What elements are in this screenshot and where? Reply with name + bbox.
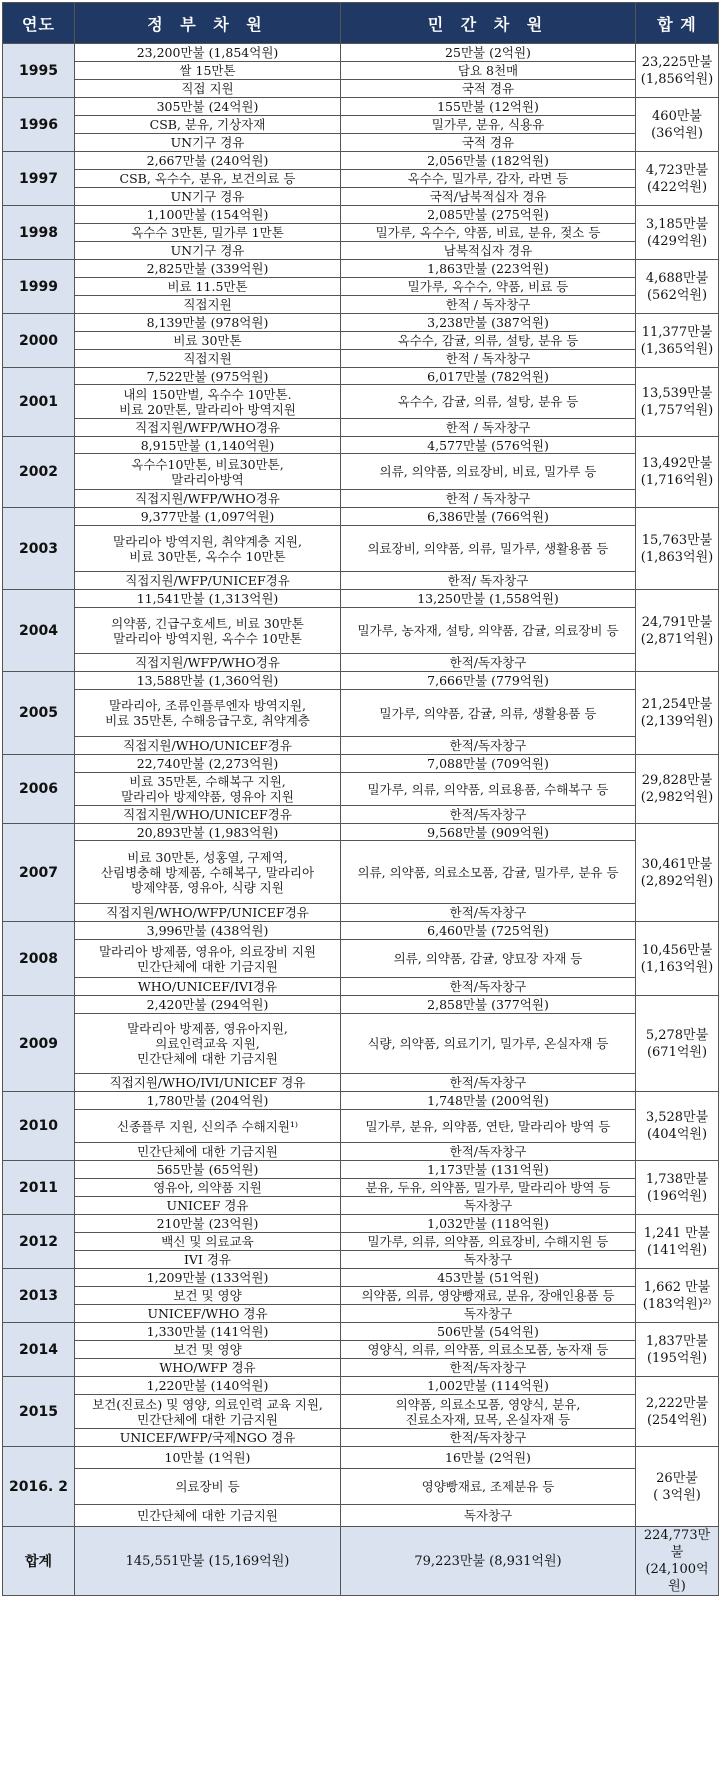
- gov-items-cell: 백신 및 의료교육: [75, 1233, 341, 1251]
- table-row: [3, 978, 719, 996]
- gov-items-cell: 비료 35만톤, 수해복구 지원, 말라리아 방제약품, 영유아 지원: [75, 773, 341, 806]
- priv-amount-cell: 9,568만불 (909억원): [341, 824, 636, 841]
- gov-amount-cell: 10만불 (1억원): [75, 1447, 341, 1469]
- year-cell: 1999: [3, 260, 75, 314]
- header-government: 정 부 차 원: [75, 3, 341, 44]
- priv-channel-cell: 한적/독자창구: [341, 737, 636, 755]
- priv-amount-cell: 453만불 (51억원): [341, 1269, 636, 1287]
- priv-amount-cell: 25만불 (2억원): [341, 44, 636, 62]
- year-cell: 2015: [3, 1377, 75, 1447]
- gov-amount-cell: 11,541만불 (1,313억원): [75, 590, 341, 608]
- priv-items-cell: 밀가루, 농자재, 설탕, 의약품, 감귤, 의료장비 등: [341, 608, 636, 654]
- grand-total-sum: 224,773만불 (24,100억원): [636, 1527, 719, 1596]
- gov-channel-cell: 직접지원: [75, 296, 341, 314]
- gov-items-cell: 옥수수10만톤, 비료30만톤, 말라리아방역: [75, 454, 341, 490]
- grand-total-label: 합계: [3, 1527, 75, 1596]
- gov-channel-cell: UN기구 경유: [75, 188, 341, 206]
- year-cell: 2000: [3, 314, 75, 368]
- header-year: 연도: [3, 3, 75, 44]
- table-row: [3, 437, 719, 454]
- table-row: [3, 904, 719, 922]
- priv-amount-cell: 155만불 (12억원): [341, 98, 636, 116]
- header-row: [3, 3, 719, 44]
- table-row: [3, 1197, 719, 1215]
- priv-channel-cell: 독자창구: [341, 1505, 636, 1527]
- priv-items-cell: 밀가루, 의류, 의약품, 의료용품, 수해복구 등: [341, 773, 636, 806]
- total-cell: 29,828만불 (2,982억원): [636, 755, 719, 824]
- priv-channel-cell: 한적 / 독자창구: [341, 419, 636, 437]
- table-row: [3, 690, 719, 737]
- gov-items-cell: 의약품, 긴급구호세트, 비료 30만톤 말라리아 방역지원, 옥수수 10만톤: [75, 608, 341, 654]
- priv-amount-cell: 506만불 (54억원): [341, 1323, 636, 1341]
- priv-channel-cell: 한적/독자창구: [341, 904, 636, 922]
- priv-channel-cell: 한적/독자창구: [341, 1429, 636, 1447]
- table-row: [3, 1269, 719, 1287]
- total-cell: 1,662 만불 (183억원)²⁾: [636, 1269, 719, 1323]
- total-cell: 460만불 (36억원): [636, 98, 719, 152]
- gov-channel-cell: 직접지원/WFP/WHO경유: [75, 419, 341, 437]
- gov-amount-cell: 13,588만불 (1,360억원): [75, 672, 341, 690]
- table-row: [3, 1469, 719, 1505]
- priv-items-cell: 밀가루, 의약품, 감귤, 의류, 생활용품 등: [341, 690, 636, 737]
- table-row: [3, 1179, 719, 1197]
- total-cell: 2,222만불 (254억원): [636, 1377, 719, 1447]
- gov-amount-cell: 305만불 (24억원): [75, 98, 341, 116]
- gov-amount-cell: 2,420만불 (294억원): [75, 996, 341, 1014]
- gov-items-cell: 보건 및 영양: [75, 1287, 341, 1305]
- gov-amount-cell: 1,100만불 (154억원): [75, 206, 341, 224]
- priv-channel-cell: 한적/독자창구: [341, 978, 636, 996]
- gov-amount-cell: 20,893만불 (1,983억원): [75, 824, 341, 841]
- priv-items-cell: 밀가루, 의류, 의약품, 의료장비, 수해지원 등: [341, 1233, 636, 1251]
- table-row: [3, 526, 719, 572]
- priv-items-cell: 의약품, 의류, 영양빵재료, 분유, 장애인용품 등: [341, 1287, 636, 1305]
- year-cell: 1995: [3, 44, 75, 98]
- priv-items-cell: 밀가루, 분유, 식용유: [341, 116, 636, 134]
- gov-channel-cell: IVI 경유: [75, 1251, 341, 1269]
- total-cell: 15,763만불 (1,863억원): [636, 508, 719, 590]
- gov-items-cell: 영유아, 의약품 지원: [75, 1179, 341, 1197]
- gov-items-cell: CSB, 옥수수, 분유, 보건의료 등: [75, 170, 341, 188]
- year-cell: 1996: [3, 98, 75, 152]
- table-row: [3, 152, 719, 170]
- table-row: [3, 419, 719, 437]
- total-cell: 1,241 만불 (141억원): [636, 1215, 719, 1269]
- year-cell: 2006: [3, 755, 75, 824]
- priv-amount-cell: 3,238만불 (387억원): [341, 314, 636, 332]
- total-cell: 26만불 ( 3억원): [636, 1447, 719, 1527]
- priv-items-cell: 밀가루, 옥수수, 약품, 비료, 분유, 젖소 등: [341, 224, 636, 242]
- year-cell: 2003: [3, 508, 75, 590]
- grand-total-row: [3, 1527, 719, 1596]
- priv-amount-cell: 13,250만불 (1,558억원): [341, 590, 636, 608]
- gov-channel-cell: 직접지원/WHO/IVI/UNICEF 경유: [75, 1074, 341, 1092]
- gov-items-cell: 보건(진료소) 및 영양, 의료인력 교육 지원, 민간단체에 대한 기금지원: [75, 1395, 341, 1429]
- year-cell: 2011: [3, 1161, 75, 1215]
- table-row: [3, 490, 719, 508]
- header-total: 합 계: [636, 3, 719, 44]
- year-cell: 2010: [3, 1092, 75, 1161]
- gov-amount-cell: 2,825만불 (339억원): [75, 260, 341, 278]
- priv-amount-cell: 7,666만불 (779억원): [341, 672, 636, 690]
- table-row: [3, 44, 719, 62]
- table-row: [3, 98, 719, 116]
- table-row: [3, 224, 719, 242]
- gov-amount-cell: 9,377만불 (1,097억원): [75, 508, 341, 526]
- gov-items-cell: 말라리아 방제품, 영유아, 의료장비 지원 민간단체에 대한 기금지원: [75, 940, 341, 978]
- priv-items-cell: 옥수수, 감귤, 의류, 설탕, 분유 등: [341, 332, 636, 350]
- priv-channel-cell: 국적/남북적십자 경유: [341, 188, 636, 206]
- table-row: [3, 773, 719, 806]
- table-row: [3, 242, 719, 260]
- total-cell: 11,377만불 (1,365억원): [636, 314, 719, 368]
- priv-amount-cell: 6,460만불 (725억원): [341, 922, 636, 940]
- total-cell: 23,225만불 (1,856억원): [636, 44, 719, 98]
- gov-amount-cell: 8,915만불 (1,140억원): [75, 437, 341, 454]
- table-row: [3, 62, 719, 80]
- priv-items-cell: 옥수수, 감귤, 의류, 설탕, 분유 등: [341, 385, 636, 419]
- table-row: [3, 572, 719, 590]
- total-cell: 13,492만불 (1,716억원): [636, 437, 719, 508]
- priv-items-cell: 옥수수, 밀가루, 감자, 라면 등: [341, 170, 636, 188]
- gov-amount-cell: 7,522만불 (975억원): [75, 368, 341, 385]
- priv-amount-cell: 2,056만불 (182억원): [341, 152, 636, 170]
- gov-channel-cell: WHO/WFP 경유: [75, 1359, 341, 1377]
- table-row: [3, 1143, 719, 1161]
- table-row: [3, 1161, 719, 1179]
- table-row: [3, 1359, 719, 1377]
- table-row: [3, 1305, 719, 1323]
- gov-amount-cell: 8,139만불 (978억원): [75, 314, 341, 332]
- gov-channel-cell: UN기구 경유: [75, 242, 341, 260]
- table-row: [3, 278, 719, 296]
- year-cell: 2013: [3, 1269, 75, 1323]
- priv-items-cell: 밀가루, 옥수수, 약품, 비료 등: [341, 278, 636, 296]
- priv-items-cell: 의류, 의약품, 감귤, 양묘장 자재 등: [341, 940, 636, 978]
- priv-amount-cell: 2,085만불 (275억원): [341, 206, 636, 224]
- gov-items-cell: 옥수수 3만톤, 밀가루 1만톤: [75, 224, 341, 242]
- total-cell: 10,456만불 (1,163억원): [636, 922, 719, 996]
- table-body: [3, 44, 719, 1596]
- table-row: [3, 1215, 719, 1233]
- priv-items-cell: 영양식, 의류, 의약품, 의료소모품, 농자재 등: [341, 1341, 636, 1359]
- aid-table: [2, 2, 719, 1596]
- year-cell: 1998: [3, 206, 75, 260]
- header-private: 민 간 차 원: [341, 3, 636, 44]
- grand-total-private: 79,223만불 (8,931억원): [341, 1527, 636, 1596]
- table-row: [3, 806, 719, 824]
- table-row: [3, 350, 719, 368]
- table-row: [3, 755, 719, 773]
- priv-amount-cell: 1,002만불 (114억원): [341, 1377, 636, 1395]
- priv-items-cell: 담요 8천매: [341, 62, 636, 80]
- gov-items-cell: 비료 30만톤, 성홍열, 구제역, 산림병충해 방제품, 수해복구, 말라리아 방제약품, 영유아, 식량 지원: [75, 841, 341, 904]
- priv-amount-cell: 7,088만불 (709억원): [341, 755, 636, 773]
- table-row: [3, 590, 719, 608]
- gov-amount-cell: 2,667만불 (240억원): [75, 152, 341, 170]
- year-cell: 2004: [3, 590, 75, 672]
- table-row: [3, 116, 719, 134]
- total-cell: 21,254만불 (2,139억원): [636, 672, 719, 755]
- table-row: [3, 1014, 719, 1074]
- gov-channel-cell: 직접지원/WHO/UNICEF경유: [75, 806, 341, 824]
- year-cell: 2002: [3, 437, 75, 508]
- gov-items-cell: 보건 및 영양: [75, 1341, 341, 1359]
- gov-channel-cell: UNICEF 경유: [75, 1197, 341, 1215]
- gov-amount-cell: 1,780만불 (204억원): [75, 1092, 341, 1110]
- priv-amount-cell: 1,173만불 (131억원): [341, 1161, 636, 1179]
- gov-channel-cell: 직접 지원: [75, 80, 341, 98]
- year-cell: 2012: [3, 1215, 75, 1269]
- priv-items-cell: 의류, 의약품, 의료장비, 비료, 밀가루 등: [341, 454, 636, 490]
- total-cell: 13,539만불 (1,757억원): [636, 368, 719, 437]
- table-row: [3, 1505, 719, 1527]
- priv-channel-cell: 국적 경유: [341, 80, 636, 98]
- total-cell: 4,723만불 (422억원): [636, 152, 719, 206]
- year-cell: 2001: [3, 368, 75, 437]
- table-row: [3, 1110, 719, 1143]
- gov-amount-cell: 1,330만불 (141억원): [75, 1323, 341, 1341]
- table-row: [3, 1251, 719, 1269]
- gov-channel-cell: 직접지원/WFP/WHO경유: [75, 490, 341, 508]
- priv-channel-cell: 한적 / 독자창구: [341, 350, 636, 368]
- gov-channel-cell: 직접지원/WFP/UNICEF경유: [75, 572, 341, 590]
- priv-amount-cell: 2,858만불 (377억원): [341, 996, 636, 1014]
- gov-channel-cell: 민간단체에 대한 기금지원: [75, 1143, 341, 1161]
- gov-items-cell: 비료 11.5만톤: [75, 278, 341, 296]
- grand-total-government: 145,551만불 (15,169억원): [75, 1527, 341, 1596]
- priv-amount-cell: 6,386만불 (766억원): [341, 508, 636, 526]
- priv-amount-cell: 1,748만불 (200억원): [341, 1092, 636, 1110]
- gov-items-cell: 말라리아, 조류인플루엔자 방역지원, 비료 35만톤, 수해응급구호, 취약계층: [75, 690, 341, 737]
- gov-items-cell: 신종플루 지원, 신의주 수해지원¹⁾: [75, 1110, 341, 1143]
- table-row: [3, 1233, 719, 1251]
- table-row: [3, 940, 719, 978]
- gov-amount-cell: 23,200만불 (1,854억원): [75, 44, 341, 62]
- table-row: [3, 672, 719, 690]
- table-row: [3, 824, 719, 841]
- priv-channel-cell: 남북적십자 경유: [341, 242, 636, 260]
- table-row: [3, 1092, 719, 1110]
- gov-channel-cell: UNICEF/WFP/국제NGO 경유: [75, 1429, 341, 1447]
- total-cell: 4,688만불 (562억원): [636, 260, 719, 314]
- table-row: [3, 1323, 719, 1341]
- gov-amount-cell: 210만불 (23억원): [75, 1215, 341, 1233]
- table-row: [3, 841, 719, 904]
- priv-amount-cell: 4,577만불 (576억원): [341, 437, 636, 454]
- gov-items-cell: 비료 30만톤: [75, 332, 341, 350]
- total-cell: 24,791만불 (2,871억원): [636, 590, 719, 672]
- table-row: [3, 1341, 719, 1359]
- priv-items-cell: 식량, 의약품, 의료기기, 밀가루, 온실자재 등: [341, 1014, 636, 1074]
- priv-items-cell: 밀가루, 분유, 의약품, 연탄, 말라리아 방역 등: [341, 1110, 636, 1143]
- total-cell: 1,837만불 (195억원): [636, 1323, 719, 1377]
- gov-items-cell: 의료장비 등: [75, 1469, 341, 1505]
- table-row: [3, 385, 719, 419]
- table-row: [3, 134, 719, 152]
- total-cell: 3,185만불 (429억원): [636, 206, 719, 260]
- priv-items-cell: 영양빵재료, 조제분유 등: [341, 1469, 636, 1505]
- priv-channel-cell: 한적 / 독자창구: [341, 490, 636, 508]
- year-cell: 2014: [3, 1323, 75, 1377]
- year-cell: 2008: [3, 922, 75, 996]
- year-cell: 2007: [3, 824, 75, 922]
- table-row: [3, 1287, 719, 1305]
- priv-items-cell: 의약품, 의료소모품, 영양식, 분유, 진료소자재, 묘목, 온실자재 등: [341, 1395, 636, 1429]
- table-row: [3, 1377, 719, 1395]
- table-row: [3, 332, 719, 350]
- year-cell: 2005: [3, 672, 75, 755]
- table-row: [3, 1447, 719, 1469]
- total-cell: 30,461만불 (2,892억원): [636, 824, 719, 922]
- priv-channel-cell: 한적/독자창구: [341, 1074, 636, 1092]
- table-row: [3, 508, 719, 526]
- table-row: [3, 922, 719, 940]
- priv-amount-cell: 6,017만불 (782억원): [341, 368, 636, 385]
- gov-channel-cell: 직접지원/WFP/WHO경유: [75, 654, 341, 672]
- table-row: [3, 314, 719, 332]
- priv-amount-cell: 1,863만불 (223억원): [341, 260, 636, 278]
- gov-amount-cell: 3,996만불 (438억원): [75, 922, 341, 940]
- priv-channel-cell: 독자창구: [341, 1197, 636, 1215]
- priv-channel-cell: 한적/독자창구: [341, 1143, 636, 1161]
- gov-channel-cell: 직접지원/WHO/WFP/UNICEF경유: [75, 904, 341, 922]
- gov-amount-cell: 1,209만불 (133억원): [75, 1269, 341, 1287]
- gov-channel-cell: UNICEF/WHO 경유: [75, 1305, 341, 1323]
- gov-channel-cell: 직접지원/WHO/UNICEF경유: [75, 737, 341, 755]
- priv-channel-cell: 한적/ 독자창구: [341, 572, 636, 590]
- gov-amount-cell: 565만불 (65억원): [75, 1161, 341, 1179]
- priv-amount-cell: 16만불 (2억원): [341, 1447, 636, 1469]
- priv-channel-cell: 한적/독자창구: [341, 806, 636, 824]
- table-row: [3, 1395, 719, 1429]
- table-row: [3, 608, 719, 654]
- total-cell: 1,738만불 (196억원): [636, 1161, 719, 1215]
- table-row: [3, 170, 719, 188]
- gov-channel-cell: 민간단체에 대한 기금지원: [75, 1505, 341, 1527]
- gov-items-cell: CSB, 분유, 기상자재: [75, 116, 341, 134]
- priv-items-cell: 의류, 의약품, 의료소모품, 감귤, 밀가루, 분유 등: [341, 841, 636, 904]
- gov-amount-cell: 1,220만불 (140억원): [75, 1377, 341, 1395]
- total-cell: 3,528만불 (404억원): [636, 1092, 719, 1161]
- table-row: [3, 206, 719, 224]
- table-row: [3, 996, 719, 1014]
- year-cell: 1997: [3, 152, 75, 206]
- table-row: [3, 737, 719, 755]
- year-cell: 2016. 2: [3, 1447, 75, 1527]
- priv-items-cell: 분유, 두유, 의약품, 밀가루, 말라리아 방역 등: [341, 1179, 636, 1197]
- table-row: [3, 80, 719, 98]
- priv-channel-cell: 국적 경유: [341, 134, 636, 152]
- gov-items-cell: 내의 150만벌, 옥수수 10만톤. 비료 20만톤, 말라리아 방역지원: [75, 385, 341, 419]
- priv-amount-cell: 1,032만불 (118억원): [341, 1215, 636, 1233]
- table-row: [3, 296, 719, 314]
- table-row: [3, 1074, 719, 1092]
- priv-channel-cell: 한적 / 독자창구: [341, 296, 636, 314]
- total-cell: 5,278만불 (671억원): [636, 996, 719, 1092]
- priv-channel-cell: 한적/독자창구: [341, 1359, 636, 1377]
- gov-channel-cell: UN기구 경유: [75, 134, 341, 152]
- table-row: [3, 454, 719, 490]
- gov-items-cell: 말라리아 방역지원, 취약계층 지원, 비료 30만톤, 옥수수 10만톤: [75, 526, 341, 572]
- priv-channel-cell: 독자창구: [341, 1251, 636, 1269]
- table-row: [3, 1429, 719, 1447]
- priv-items-cell: 의료장비, 의약품, 의류, 밀가루, 생활용품 등: [341, 526, 636, 572]
- gov-amount-cell: 22,740만불 (2,273억원): [75, 755, 341, 773]
- gov-items-cell: 쌀 15만톤: [75, 62, 341, 80]
- priv-channel-cell: 독자창구: [341, 1305, 636, 1323]
- table-row: [3, 188, 719, 206]
- gov-channel-cell: WHO/UNICEF/IVI경유: [75, 978, 341, 996]
- gov-items-cell: 말라리아 방제품, 영유아지원, 의료인력교육 지원, 민간단체에 대한 기금지원: [75, 1014, 341, 1074]
- table-row: [3, 654, 719, 672]
- gov-channel-cell: 직접지원: [75, 350, 341, 368]
- priv-channel-cell: 한적/독자창구: [341, 654, 636, 672]
- table-row: [3, 260, 719, 278]
- table-row: [3, 368, 719, 385]
- year-cell: 2009: [3, 996, 75, 1092]
